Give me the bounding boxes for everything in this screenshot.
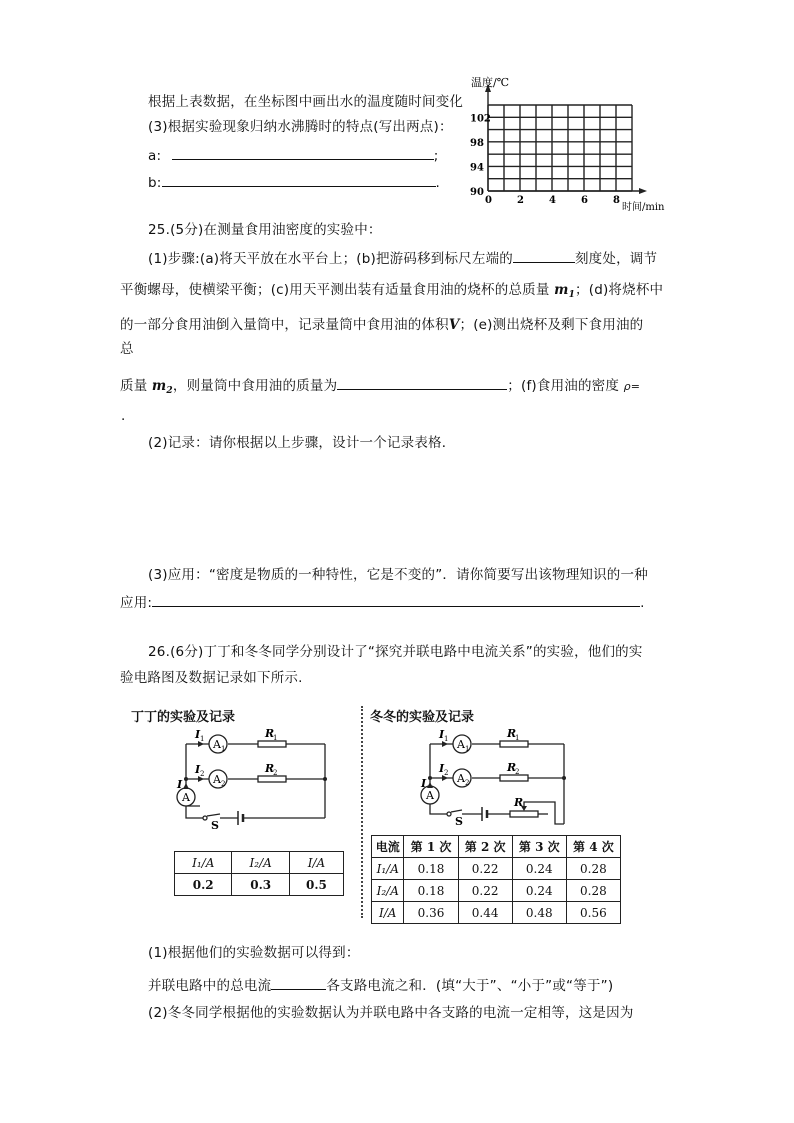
- table-header: I₂/A: [232, 852, 289, 874]
- table-header: 第 2 次: [458, 836, 512, 858]
- svg-text:R: R: [507, 727, 517, 740]
- svg-text:A: A: [213, 773, 221, 786]
- q25-record: (2)记录：请你根据以上步骤，设计一个记录表格．: [148, 435, 456, 451]
- q25-mass-text: 质量: [120, 378, 148, 394]
- table-row: [175, 852, 344, 874]
- q25-step-line3: [120, 316, 643, 334]
- svg-text:I: I: [177, 778, 183, 791]
- table-cell: 0.24: [512, 858, 566, 880]
- table-cell: I/A: [372, 902, 404, 924]
- x-tick-label: 6: [581, 195, 588, 206]
- table-cell: 0.44: [458, 902, 512, 924]
- right-data-table: [371, 835, 621, 924]
- q25-step-d: ；(d)将烧杯中: [575, 282, 664, 298]
- q25-mass-question: ，则量筒中食用油的质量为: [172, 378, 338, 394]
- svg-text:2: 2: [515, 768, 520, 776]
- table-cell: 0.18: [404, 880, 458, 902]
- table-cell: 0.28: [566, 858, 620, 880]
- q24-line2: (3)根据实验现象归纳水沸腾时的特点(写出两点)：: [148, 119, 453, 135]
- svg-text:S: S: [455, 815, 463, 828]
- dotted-separator: [361, 706, 363, 918]
- svg-text:I: I: [195, 728, 201, 741]
- table-cell: 0.24: [512, 880, 566, 902]
- q25-step-text-cont: 刻度处，调节: [574, 251, 658, 267]
- q25-apply-line1: (3)应用：“密度是物质的一种特性，它是不变的”．请你简要写出该物理知识的一种: [148, 567, 648, 583]
- y-axis-label: 温度/℃: [471, 76, 510, 89]
- q24-line1: 根据上表数据，在坐标图中画出水的温度随时间变化: [148, 94, 464, 110]
- x-tick-label: 8: [613, 195, 620, 206]
- left-caption: 丁丁的实验及记录: [131, 710, 236, 725]
- answer-a-end: ;: [433, 148, 439, 164]
- svg-text:A: A: [213, 738, 221, 751]
- q26-sub2: (2)冬冬同学根据他的实验数据认为并联电路中各支路的电流一定相等，这是因为: [148, 1005, 634, 1021]
- svg-text:1: 1: [200, 735, 205, 743]
- q26-sub1-line1: (1)根据他们的实验数据可以得到：: [148, 945, 360, 961]
- q25-step-line4: 总: [120, 341, 134, 357]
- temperature-time-chart[interactable]: [455, 72, 675, 217]
- q25-step-f: ；(f)食用油的密度: [507, 378, 620, 394]
- q26-sub1-line2: [148, 975, 613, 995]
- svg-text:R: R: [265, 727, 275, 740]
- table-row: [372, 836, 621, 858]
- right-caption: 冬冬的实验及记录: [370, 710, 475, 725]
- svg-text:A: A: [426, 789, 434, 802]
- comparison-hint: 各支路电流之和．(填“大于”、“小于”或“等于”): [326, 978, 614, 994]
- answer-a-blank[interactable]: [172, 145, 434, 160]
- svg-text:I: I: [439, 728, 445, 741]
- svg-text:1: 1: [515, 734, 520, 742]
- right-circuit-diagram: [400, 722, 580, 828]
- answer-a-label: a:: [148, 148, 162, 164]
- y-tick-label: 94: [470, 162, 484, 174]
- svg-text:R: R: [265, 762, 275, 775]
- svg-text:A: A: [457, 738, 465, 751]
- x-tick-label: 0: [485, 195, 492, 206]
- svg-text:I: I: [195, 763, 201, 776]
- q26-title-line2: 验电路图及数据记录如下所示.: [120, 670, 303, 686]
- left-data-table: [174, 851, 344, 896]
- table-row: [372, 858, 621, 880]
- q25-step-line1: [148, 248, 657, 268]
- svg-text:A: A: [182, 791, 190, 804]
- total-current-text: 并联电路中的总电流: [148, 978, 272, 994]
- svg-text:1: 1: [221, 745, 226, 753]
- svg-text:A: A: [457, 772, 465, 785]
- svg-text:2: 2: [465, 779, 470, 787]
- svg-text:R: R: [507, 761, 517, 774]
- table-cell: 0.28: [566, 880, 620, 902]
- y-tick-label: 98: [470, 137, 484, 149]
- q25-step-e: ；(e)测出烧杯及剩下食用油的: [459, 317, 644, 333]
- table-cell: I₁/A: [372, 858, 404, 880]
- y-tick-label: 90: [470, 187, 484, 198]
- table-row: [372, 880, 621, 902]
- m2-symbol: $m_2$: [151, 378, 173, 396]
- q24-answer-b: [148, 172, 440, 192]
- svg-text:2: 2: [444, 769, 449, 777]
- table-cell: 0.5: [289, 874, 343, 896]
- svg-text:I: I: [439, 762, 445, 775]
- svg-text:2: 2: [273, 769, 278, 777]
- table-header: 电流: [372, 836, 404, 858]
- svg-text:1: 1: [444, 735, 449, 743]
- y-tick-label: 102: [470, 113, 491, 125]
- x-tick-label: 2: [517, 195, 524, 206]
- answer-b-end: .: [435, 175, 441, 191]
- table-header: 第 4 次: [566, 836, 620, 858]
- rho-symbol: ρ=: [623, 380, 641, 393]
- svg-text:2: 2: [200, 770, 205, 778]
- svg-text:R: R: [514, 796, 524, 809]
- svg-text:2: 2: [221, 780, 226, 788]
- q26-title-line1: 26.(6分)丁丁和冬冬同学分别设计了“探究并联电路中电流关系”的实验，他们的实: [148, 644, 643, 660]
- answer-b-blank[interactable]: [162, 172, 436, 187]
- chart-axes: [485, 84, 647, 194]
- table-header: I₁/A: [175, 852, 232, 874]
- table-cell: 0.56: [566, 902, 620, 924]
- table-cell: 0.36: [404, 902, 458, 924]
- table-cell: 0.18: [404, 858, 458, 880]
- x-tick-label: 4: [549, 195, 556, 206]
- left-circuit-diagram: [160, 722, 340, 832]
- apply-end: .: [640, 595, 645, 611]
- svg-text:I: I: [421, 777, 427, 790]
- x-axis-label: 时间/min: [622, 202, 665, 213]
- svg-text:1: 1: [273, 734, 278, 742]
- q25-step-d-cont: 的一部分食用油倒入量筒中，记录量筒中食用油的体积: [120, 317, 449, 333]
- q25-title: 25.(5分)在测量食用油密度的实验中：: [148, 222, 382, 238]
- svg-text:1: 1: [465, 745, 470, 753]
- comparison-blank[interactable]: [271, 975, 326, 990]
- table-cell: 0.22: [458, 858, 512, 880]
- apply-blank[interactable]: [152, 592, 640, 607]
- zero-mark-blank[interactable]: [513, 248, 575, 263]
- svg-text:S: S: [211, 819, 219, 832]
- oil-mass-blank[interactable]: [337, 375, 507, 390]
- q25-end-dot: .: [121, 408, 126, 424]
- table-header: I/A: [289, 852, 343, 874]
- table-row: [175, 874, 344, 896]
- q25-step-line5: [120, 375, 640, 400]
- q25-step-text: (1)步骤:(a)将天平放在水平台上；(b)把游码移到标尺左端的: [148, 251, 513, 267]
- x-axis-arrow: [639, 188, 647, 194]
- v-symbol: V: [448, 317, 460, 333]
- table-header: 第 1 次: [404, 836, 458, 858]
- q25-step-c: 平衡螺母，使横梁平衡；(c)用天平测出装有适量食用油的烧杯的总质量: [120, 282, 550, 298]
- chart-grid: [488, 105, 632, 191]
- q25-apply-line2: [120, 592, 645, 612]
- table-header: 第 3 次: [512, 836, 566, 858]
- table-cell: 0.48: [512, 902, 566, 924]
- m1-symbol: $m_1$: [554, 282, 576, 300]
- chart-tick-labels: [470, 113, 620, 206]
- table-cell: 0.22: [458, 880, 512, 902]
- table-cell: I₂/A: [372, 880, 404, 902]
- answer-b-label: b:: [148, 175, 162, 191]
- table-row: [372, 902, 621, 924]
- q25-step-line2: [120, 281, 663, 304]
- apply-label: 应用:: [120, 595, 153, 611]
- table-cell: 0.2: [175, 874, 232, 896]
- table-cell: 0.3: [232, 874, 289, 896]
- q24-answer-a: [148, 145, 438, 165]
